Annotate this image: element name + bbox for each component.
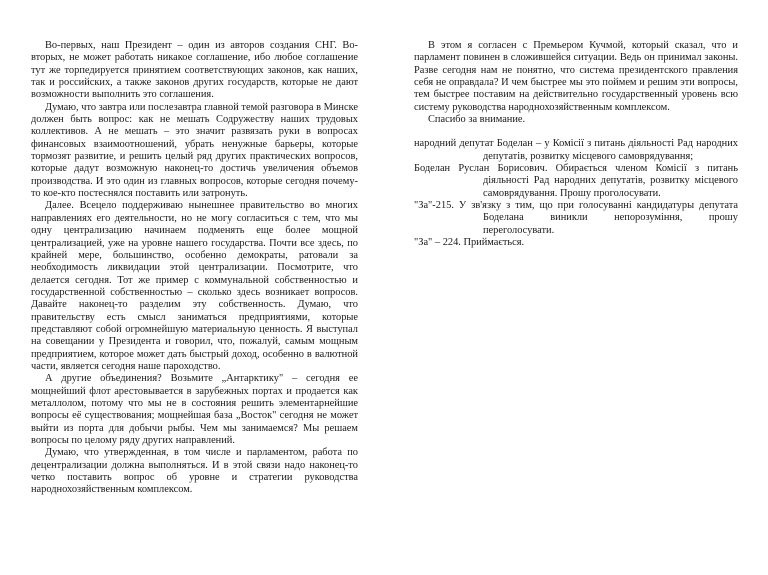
proceedings-line: народний депутат Боделан – у Комісії з питань діяльності Рад народних депутатів, розвитку місцевого самоврядування; — [414, 138, 738, 162]
paragraph: Думаю, что утвержденная, в том числе и парламентом, работа по децентрализации должна выполняться. И в этой связи надо наконец-то четко поставить вопрос об уровне и стратегии руководства народнохозяйственным комплексом. — [31, 447, 358, 496]
vote-result: "За" – 224. Приймається. — [414, 237, 525, 249]
paragraph: Думаю, что завтра или послезавтра главной темой разговора в Минске должен быть вопрос: как не мешать Содружеству наших трудовых коллективов. А не мешать – это значит развязать руки в вопросах финансовых взаимоотношений, убрать ненужные барьеры, которые тормозят развитие, и решить целый ряд других практических вопросов, которые дадут возможную наконец-то достичь увеличения объемов производства. И это один из главных вопросов, которые сегодня почему-то кое-кто постеснялся поставить или затронуть. — [31, 101, 358, 200]
spacer — [414, 126, 738, 138]
proceedings-block — [414, 138, 738, 249]
paragraph: Во-первых, наш Президент – один из авторов создания СНГ. Во-вторых, не может работать никакое соглашение, ибо любое соглашение тут же торпедируется принятием соответствующих законов, как наших, так и российских, а также законов других государств, которые не дают возможности выполнить это соглашения. — [31, 40, 358, 101]
right-page — [384, 0, 768, 575]
right-text-column — [414, 40, 738, 250]
paragraph: А другие объединения? Возьмите „Антарктику" – сегодня ее мощнейший флот арестовывается в зарубежных портах и продается как металлолом, потому что мы не в состояния решить элементарнейшие вопросы её существования; мощнейшая база „Восток" сегодня не может выйти из порта для добычи рыбы. Чем мы занимаемся? Мы решаем вопросы по целому ряду других направлений. — [31, 373, 358, 446]
proceedings-line: "За"-215. У зв'язку з тим, що при голосуванні кандидатуры депутата Боделана виникли непорозуміння, прошу переголосувати. — [414, 200, 738, 236]
left-text-column — [31, 40, 358, 497]
paragraph: Далее. Всецело поддерживаю нынешнее правительство во многих направлениях его деятельности, но не могу согласиться с тем, что мы одну централизацию начинаем подменять еще более мощной централизацией, уже на уровне нашего государства. Почти все здесь, по крайней мере, большинство, особенно демократы, ратовали за необходимость ликвидации этой централизации. Посмотрите, что делается сегодня. Тот же пример с коммунальной собственностью и государственной собственностью – сколько здесь возникает вопросов. Давайте наконец-то разделим эту собственность. Думаю, что правительству есть смысл заниматься предприятиями, которые представляют собой огромнейшую материальную ценность. Я выступал на совещании у Президента и говорил, что, пожалуй, самым мощным предприятием, которое может дать быстрый доход, особенно в валютной части, является сегодня наше пароходство. — [31, 200, 358, 372]
proceedings-line: Боделан Руслан Борисович. Обирається членом Комісії з питань діяльності Рад народних депутатів, розвитку місцевого самоврядування. Прошу проголосувати. — [414, 163, 738, 199]
paragraph: В этом я согласен с Премьером Кучмой, который сказал, что и парламент повинен в сложившейся ситуации. Ведь он принимал законы. Разве сегодня нам не понятно, что система президентского правления себя не оправдала? И чем быстрее мы это поймем и решим эти вопросы, тем быстрее поставим на действительно государственный уровень всю систему руководства народнохозяйственным комплексом. — [414, 40, 738, 113]
closing-remark: Спасибо за внимание. — [428, 114, 526, 126]
